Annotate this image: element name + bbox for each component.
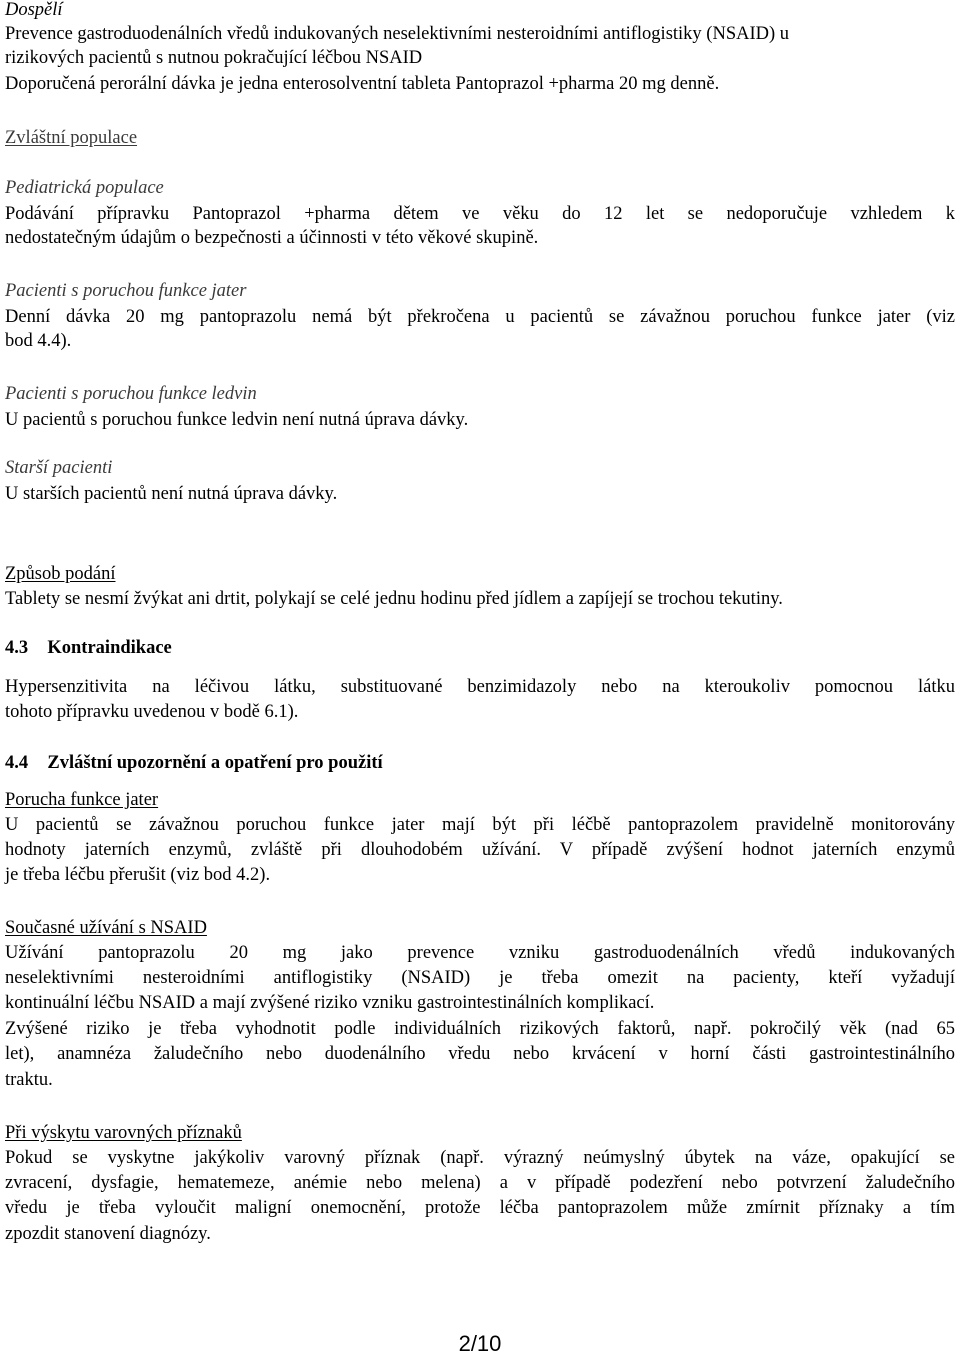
- administration-text: Tablety se nesmí žvýkat ani drtit, polykají se celé jednu hodinu před jídlem a zapíjejí se trochou tekutiny.: [5, 589, 783, 609]
- warning-symptoms-line-4: zpozdit stanovení diagnózy.: [5, 1224, 211, 1244]
- section-4-4-heading: [5, 751, 955, 775]
- renal-text: U pacientů s poruchou funkce ledvin není nutná úprava dávky.: [5, 410, 469, 430]
- warning-symptoms-line-2: zvracení, dysfagie, hematemeze, anémie nebo melena) a v případě podezření nebo potvrzení žaludečního: [5, 1173, 955, 1193]
- nsaid-line-6: traktu.: [5, 1070, 53, 1090]
- nsaid-heading: Současné užívání s NSAID: [5, 918, 207, 938]
- hepatic-line-1: Denní dávka 20 mg pantoprazolu nemá být překročena u pacientů se závažnou poruchou funkce jater (viz: [5, 307, 955, 327]
- page-number: 2/10: [458, 1331, 502, 1356]
- special-populations-heading: Zvláštní populace: [5, 128, 138, 148]
- nsaid-line-4: Zvýšené riziko je třeba vyhodnotit podle individuálních rizikových faktorů, např. pokročilý věk (nad 65: [5, 1019, 955, 1039]
- hepatic-impairment-line-3: je třeba léčbu přerušit (viz bod 4.2).: [5, 865, 271, 885]
- warning-symptoms-heading: Při výskytu varovných příznaků: [5, 1123, 242, 1143]
- section-4-4-title: Zvláštní upozornění a opatření pro použití: [47, 753, 383, 773]
- pediatric-heading: Pediatrická populace: [5, 178, 164, 198]
- nsaid-line-2: neselektivními nesteroidními antiflogistiky (NSAID) je třeba omezit na pacienty, kteří vyžadují: [5, 968, 955, 988]
- contraindication-line-1: Hypersenzitivita na léčivou látku, substituované benzimidazoly nebo na kteroukoliv pomocnou látku: [5, 677, 955, 697]
- nsaid-line-3: kontinuální léčbu NSAID a mají zvýšené riziko vzniku gastrointestinálních komplikací.: [5, 993, 655, 1013]
- section-4-3-heading: [5, 636, 955, 660]
- hepatic-line-2: bod 4.4).: [5, 331, 72, 351]
- elderly-heading: Starší pacienti: [5, 458, 113, 478]
- adults-heading: Dospělí: [5, 0, 63, 20]
- nsaid-line-1: Užívání pantoprazolu 20 mg jako prevence vzniku gastroduodenálních vředů indukovaných: [5, 943, 955, 963]
- pediatric-line-2: nedostatečným údajům o bezpečnosti a účinnosti v této věkové skupině.: [5, 228, 539, 248]
- section-4-4-number: 4.4: [5, 753, 29, 773]
- nsaid-line-5: let), anamnéza žaludečního nebo duodenálního vředu nebo krvácení v horní části gastrointestinálního: [5, 1044, 955, 1064]
- hepatic-impairment-heading: Porucha funkce jater: [5, 790, 159, 810]
- adults-dose: Doporučená perorální dávka je jedna enterosolventní tableta Pantoprazol +pharma 20 mg denně.: [5, 74, 720, 94]
- indication-line-1: Prevence gastroduodenálních vředů indukovaných neselektivními nesteroidními antiflogistiky (NSAID) u: [5, 24, 790, 44]
- warning-symptoms-line-1: Pokud se vyskytne jakýkoliv varovný příznak (např. výrazný neúmyslný úbytek na váze, opakující se: [5, 1148, 955, 1168]
- renal-heading: Pacienti s poruchou funkce ledvin: [5, 384, 257, 404]
- contraindication-line-2: tohoto přípravku uvedenou v bodě 6.1).: [5, 702, 299, 722]
- section-4-3-number: 4.3: [5, 638, 29, 658]
- warning-symptoms-line-3: vředu je třeba vyloučit maligní onemocnění, protože léčba pantoprazolem může zmírnit příznaky a tím: [5, 1198, 955, 1218]
- indication-line-2: rizikových pacientů s nutnou pokračující léčbou NSAID: [5, 48, 423, 68]
- hepatic-impairment-line-2: hodnoty jaterních enzymů, zvláště při dlouhodobém užívání. V případě zvýšení hodnot jaterních enzymů: [5, 840, 955, 860]
- administration-heading: Způsob podání: [5, 564, 116, 584]
- hepatic-impairment-line-1: U pacientů se závažnou poruchou funkce jater mají být při léčbě pantoprazolem pravidelně monitorovány: [5, 815, 955, 835]
- hepatic-heading: Pacienti s poruchou funkce jater: [5, 281, 247, 301]
- section-4-3-title: Kontraindikace: [47, 638, 172, 658]
- elderly-text: U starších pacientů není nutná úprava dávky.: [5, 484, 338, 504]
- pediatric-line-1: Podávání přípravku Pantoprazol +pharma dětem ve věku do 12 let se nedoporučuje vzhledem k: [5, 204, 955, 224]
